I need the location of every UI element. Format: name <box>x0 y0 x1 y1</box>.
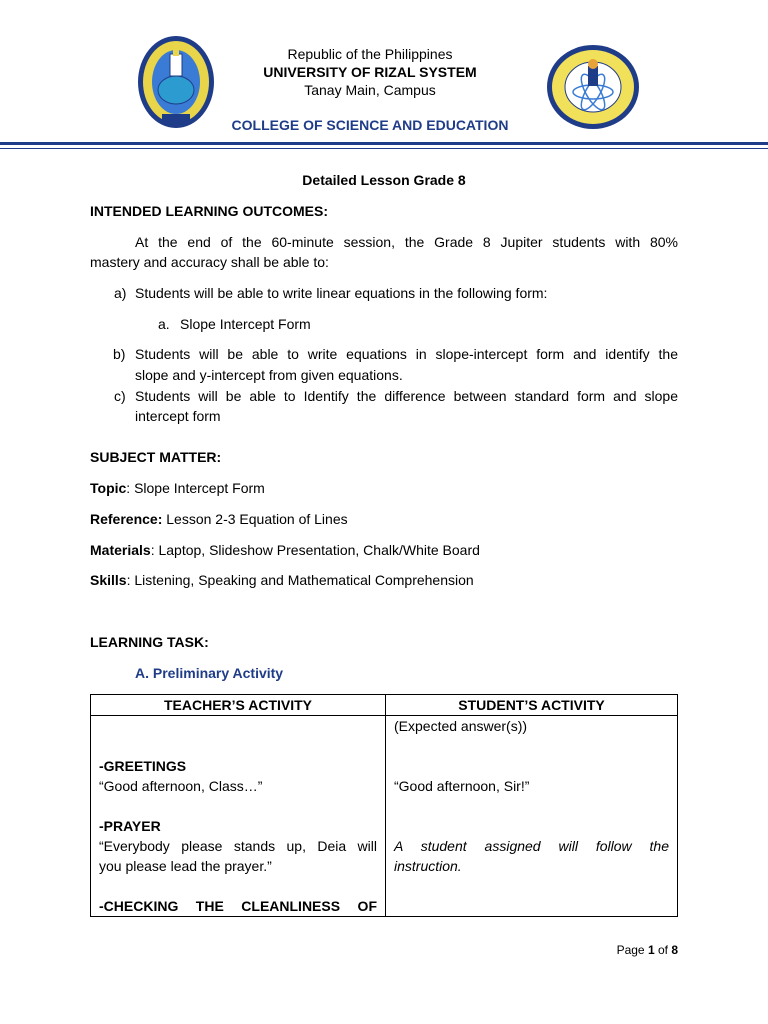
outcome-label: b) <box>113 346 126 362</box>
reference-value: Lesson 2-3 Equation of Lines <box>162 511 348 527</box>
greetings-text: “Good afternoon, Class…” <box>99 778 263 794</box>
learning-task-heading: LEARNING TASK: <box>90 634 209 650</box>
outcome-label: a) <box>114 285 127 301</box>
outcome-text: Students will be able to write equations in slope-intercept form and identify the <box>135 346 678 362</box>
outcome-text-cont: intercept form <box>135 408 221 424</box>
page-number <box>617 943 678 957</box>
prayer-response-line1: A student assigned will follow the <box>394 838 669 854</box>
subject-matter-heading: SUBJECT MATTER: <box>90 449 222 465</box>
topic-value: : Slope Intercept Form <box>126 480 265 496</box>
preliminary-activity-heading: A. Preliminary Activity <box>135 665 284 681</box>
greetings-response: “Good afternoon, Sir!” <box>394 778 530 794</box>
cleanliness-heading: -CHECKING THE CLEANLINESS OF <box>99 898 377 914</box>
table-row <box>91 716 678 917</box>
document-title: Detailed Lesson Grade 8 <box>302 172 466 188</box>
header-rule-thin <box>0 148 768 149</box>
campus-line: Tanay Main, Campus <box>304 82 436 98</box>
student-activity-cell <box>386 716 678 917</box>
header-rule-thick <box>0 142 768 145</box>
ilo-intro-line1: At the end of the 60-minute session, the Grade 8 Jupiter students with 80% <box>135 234 678 250</box>
ilo-heading: INTENDED LEARNING OUTCOMES: <box>90 203 328 219</box>
student-activity-header: STUDENT’S ACTIVITY <box>386 695 678 716</box>
prayer-response-line2: instruction. <box>394 858 462 874</box>
outcome-label: c) <box>114 388 126 404</box>
skills-value: : Listening, Speaking and Mathematical Comprehension <box>126 572 474 588</box>
teacher-activity-header: TEACHER’S ACTIVITY <box>91 695 386 716</box>
outcome-text: Students will be able to write linear equations in the following form: <box>135 285 548 301</box>
outcome-text: Students will be able to Identify the difference between standard form and slope <box>135 388 678 404</box>
teacher-activity-cell <box>91 716 386 917</box>
college-seal-logo <box>546 44 640 130</box>
outcome-text-cont: slope and y-intercept from given equations. <box>135 367 403 383</box>
reference-label: Reference: <box>90 511 163 527</box>
ilo-intro-line2: mastery and accuracy shall be able to: <box>90 254 329 270</box>
materials-label: Materials <box>90 542 151 558</box>
university-name: UNIVERSITY OF RIZAL SYSTEM <box>263 64 477 80</box>
activity-table <box>90 694 678 917</box>
topic-line <box>90 478 265 498</box>
skills-line <box>90 570 474 590</box>
page-of: of <box>654 943 672 957</box>
sub-outcome-label: a. <box>158 316 170 332</box>
page-prefix: Page <box>616 943 648 957</box>
expected-answer-note: (Expected answer(s)) <box>394 718 528 734</box>
skills-label: Skills <box>90 572 127 588</box>
prayer-heading: -PRAYER <box>99 818 161 834</box>
page-total: 8 <box>671 943 678 957</box>
prayer-text-line1: “Everybody please stands up, Deia will <box>99 838 377 854</box>
sub-outcome-text: Slope Intercept Form <box>180 316 311 332</box>
college-name: COLLEGE OF SCIENCE AND EDUCATION <box>231 117 509 133</box>
materials-value: : Laptop, Slideshow Presentation, Chalk/White Board <box>150 542 480 558</box>
topic-label: Topic <box>90 480 127 496</box>
republic-line: Republic of the Philippines <box>287 46 453 62</box>
materials-line <box>90 540 480 560</box>
greetings-heading: -GREETINGS <box>99 758 187 774</box>
prayer-text-line2: you please lead the prayer.” <box>99 858 272 874</box>
page-current: 1 <box>647 943 655 957</box>
reference-line <box>90 509 348 529</box>
table-header-row <box>91 695 678 716</box>
